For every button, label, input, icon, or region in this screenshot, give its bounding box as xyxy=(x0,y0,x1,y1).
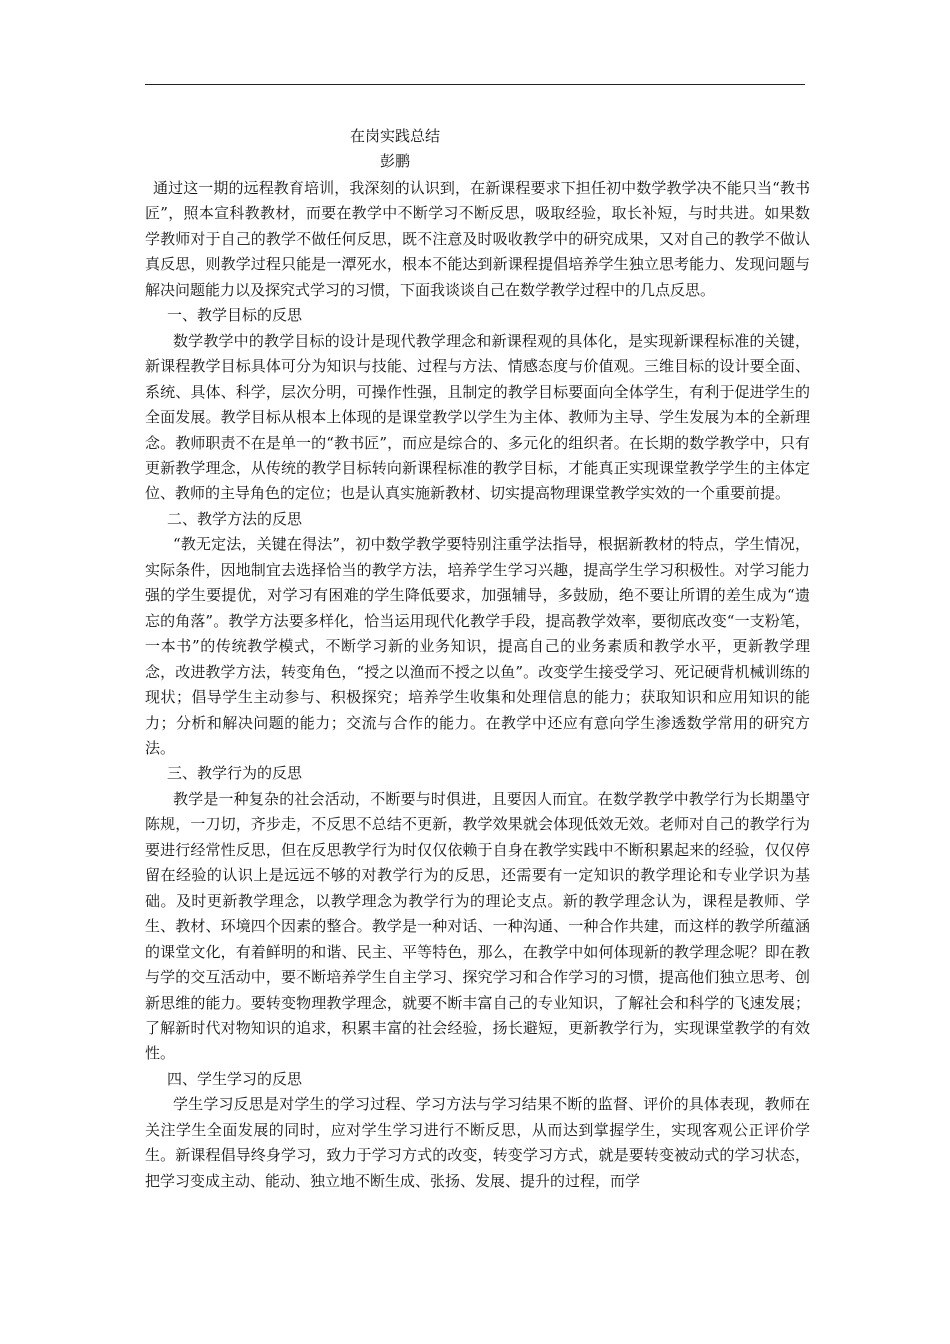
section-body-2: “教无定法，关键在得法”，初中数学教学要特别注重学法指导，根据新教材的特点，学生情况，实际条件，因地制宜去选择恰当的教学方法，培养学生学习兴趣，提高学生学习积极性。对学习能力强的学生要提优，对学习有困难的学生降低要求，加强辅导，多鼓励，绝不要让所谓的差生成为“遗忘的角落”。教学方法要多样化，恰当运用现代化教学手段，提高教学效率，要彻底改变“一支粉笔，一本书”的传统教学模式，不断学习新的业务知识，提高自己的业务素质和教学水平，更新教学理念，改进教学方法，转变角色，“授之以渔而不授之以鱼”。改变学生接受学习、死记硬背机械训练的现状；倡导学生主动参与、积极探究；培养学生收集和处理信息的能力；获取知识和应用知识的能力；分析和解决问题的能力；交流与合作的能力。在教学中还应有意向学生渗透数学常用的研究方法。 xyxy=(145,535,810,757)
section-heading-3: 三、教学行为的反思 xyxy=(167,764,303,783)
document-title: 在岗实践总结 xyxy=(349,127,440,145)
header-rule xyxy=(145,84,805,85)
section-heading-4: 四、学生学习的反思 xyxy=(167,1069,303,1088)
section-body-4: 学生学习反思是对学生的学习过程、学习方法与学习结果不断的监督、评价的具体表现，教师在关注学生全面发展的同时，应对学生学习进行不断反思，从而达到掌握学生，实现客观公正评价学生。新课程倡导终身学习，致力于学习方式的改变，转变学习方式，就是要转变被动式的学习状态，把学习变成主动、能动、独立地不断生成、张扬、发展、提升的过程，而学 xyxy=(145,1095,810,1190)
section-heading-2: 二、教学方法的反思 xyxy=(167,509,303,528)
section-body-1: 数学教学中的教学目标的设计是现代教学理念和新课程观的具体化，是实现新课程标准的关键，新课程教学目标具体可分为知识与技能、过程与方法、情感态度与价值观。三维目标的设计要全面、系统、具体、科学，层次分明，可操作性强，且制定的教学目标要面向全体学生，有利于促进学生的全面发展。教学目标从根本上体现的是课堂教学以学生为主体、教师为主导、学生发展为本的全新理念。教师职责不在是单一的“教书匠”，而应是综合的、多元化的组织者。在长期的数学教学中，只有更新教学理念，从传统的教学目标转向新课程标准的教学目标，才能真正实现课堂教学学生的主体定位、教师的主导角色的定位；也是认真实施新教材、切实提高物理课堂教学实效的一个重要前提。 xyxy=(145,331,810,503)
document-author: 彭鹏 xyxy=(379,152,410,170)
section-heading-1: 一、教学目标的反思 xyxy=(167,306,303,325)
section-body-3: 教学是一种复杂的社会活动，不断要与时俱进，且要因人而宜。在数学教学中教学行为长期墨守陈规，一刀切，齐步走，不反思不总结不更新，教学效果就会体现低效无效。老师对自己的教学行为要进行经常性反思，但在反思教学行为时仅仅依赖于自身在教学实践中不断积累起来的经验，仅仅停留在经验的认识上是远远不够的对教学行为的反思，还需要有一定知识的教学理论和专业学识为基础。及时更新教学理念，以教学理念为教学行为的理论支点。新的教学理念认为，课程是教师、学生、教材、环境四个因素的整合。教学是一种对话、一种沟通、一种合作共建，而这样的教学所蕴涵的课堂文化，有着鲜明的和谐、民主、平等特色，那么，在教学中如何体现新的教学理念呢？即在教与学的交互活动中，要不断培养学生自主学习、探究学习和合作学习的习惯，提高他们独立思考、创新思维的能力。要转变物理教学理念，就要不断丰富自己的专业知识，了解社会和科学的飞速发展；了解新时代对物知识的追求，积累丰富的社会经验，扬长避短，更新教学行为，实现课堂教学的有效性。 xyxy=(145,789,810,1063)
intro-paragraph: 通过这一期的远程教育培训，我深刻的认识到，在新课程要求下担任初中数学教学决不能只当“教书匠”，照本宣科教教材，而要在教学中不断学习不断反思，吸取经验，取长补短，与时共进。如果数学教师对于自己的教学不做任何反思，既不注意及时吸收教学中的研究成果，又对自己的教学不做认真反思，则教学过程只能是一潭死水，根本不能达到新课程提倡培养学生独立思考能力、发现问题与解决问题能力以及探究式学习的习惯，下面我谈谈自己在数学教学过程中的几点反思。 xyxy=(145,179,810,299)
document-body xyxy=(145,176,810,1194)
